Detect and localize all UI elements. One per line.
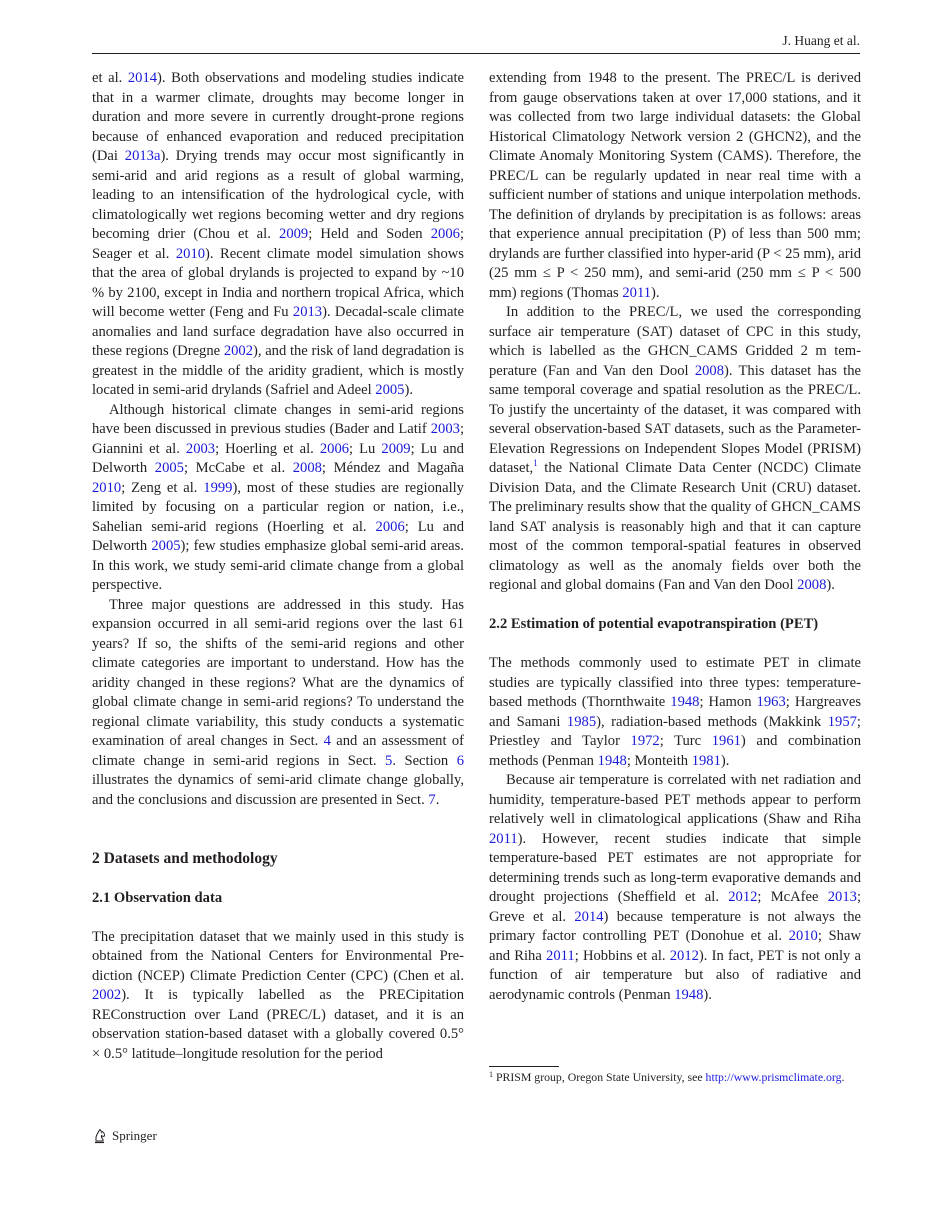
citation-link[interactable]: 1999 <box>203 479 233 496</box>
citation-link[interactable]: 2014 <box>127 70 158 86</box>
paragraph-air-temperature: Because air temperature is correlated with net radiation and humidity, temperature-based PET methods appear to perform relatively well in climatological applications (Shaw and Riha 2011). However, recent studies indicate that simple temperature-based PET estimates are not appropriate for determining trends such as long-term evaporative demands and drought projections (Sheffield et al. 2012; McAfee 2013; Greve et al. 2014) because temperature is not always the primary factor controlling PET (Donohue et al. 2010; Shaw and Riha 2011; Hobbins et al. 2012). In fact, PET is not only a function of air temperature but also of radiative and aerodynamic controls (Penman 1948). <box>489 772 861 1003</box>
subsection-heading: 2.1 Observation data <box>92 889 223 906</box>
citation-link[interactable]: 2008 <box>797 577 827 593</box>
section-link[interactable]: 5 <box>385 752 393 769</box>
citation-link[interactable]: 2003 <box>185 440 216 457</box>
citation-link[interactable]: 2013 <box>827 889 857 905</box>
left-column <box>92 69 464 1064</box>
citation-link[interactable]: 1961 <box>711 733 741 749</box>
citation-link[interactable]: 1957 <box>827 713 857 730</box>
footnote-number: 1 <box>489 1070 493 1079</box>
citation-link[interactable]: 2008 <box>292 460 322 476</box>
citation-link[interactable]: 2002 <box>92 987 122 1003</box>
citation-link[interactable]: 2013a <box>124 148 161 164</box>
citation-link[interactable]: 2009 <box>279 226 309 242</box>
citation-link[interactable]: 2011 <box>622 284 652 301</box>
footnote-rule <box>489 1066 559 1067</box>
paragraph-pet-methods: The methods commonly used to estimate PET in climate studies are typically classified into three types: temperature-based methods (Thornthwaite 1948; Hamon 1963; Hargreaves and Samani 1985), radiation-based methods (Makkink 1957; Priestley and Taylor 1972; Turc 1961) and combination methods (Penman 1948; Monteith 1981). <box>489 655 861 769</box>
citation-link[interactable]: 2005 <box>154 460 184 476</box>
section-link[interactable]: 6 <box>456 752 464 769</box>
section-heading: 2 Datasets and methodology <box>92 850 278 867</box>
citation-link[interactable]: 1948 <box>670 694 700 710</box>
citation-link[interactable]: 2008 <box>694 362 724 379</box>
spacer <box>92 908 464 928</box>
citation-link[interactable]: 2005 <box>151 538 181 554</box>
citation-link[interactable]: 2012 <box>728 889 758 905</box>
paragraph-drought-trends: et al. 2014). Both observations and modeling studies indicate that in a warmer climate, droughts may become longer in duration and more severe in currently drought-prone regions because of enhanced evaporation and reduced precipitation (Dai 2013a). Drying trends may occur most significantly in semi-arid and arid regions as a result of global warming, leading to an intensification of the hydrological cycle, with climatologically wet regions becoming wetter and dry regions becoming drier (Chou et al. 2009; Held and Soden 2006; Seager et al. 2010). Recent climate model simulation shows that the area of global drylands is projected to expand by ~10 % by 2100, except in India and northern tropical Africa, which will become wetter (Feng and Fu 2013). Decadal-scale climate anomalies and land surface degradation have also occurred in these regions (Dregne 2002), and the risk of land degradation is greatest in the middle of the aridity gradient, which is mostly located in semi-arid drylands (Safriel and Adeel 2005). <box>92 70 464 398</box>
citation-link[interactable]: 2003 <box>430 421 460 437</box>
right-column <box>489 69 861 1005</box>
citation-link[interactable]: 2005 <box>375 382 405 398</box>
citation-link[interactable]: 2014 <box>574 908 604 925</box>
footnote-ref-link[interactable]: 1 <box>533 458 538 468</box>
citation-link[interactable]: 1963 <box>756 694 786 710</box>
section-link[interactable]: 4 <box>323 733 331 749</box>
publisher-name: Springer <box>112 1128 157 1143</box>
citation-link[interactable]: 1948 <box>674 986 704 1003</box>
citation-link[interactable]: 2010 <box>175 245 206 262</box>
citation-link[interactable]: 1985 <box>566 713 597 730</box>
header-rule <box>92 53 860 54</box>
spacer <box>489 635 861 655</box>
citation-link[interactable]: 1948 <box>597 752 627 769</box>
paragraph-major-questions: Three major questions are addressed in this study. Has expansion occurred in all semi-arid regions over the last 61 years? If so, the shifts of the semi-arid regions and other climate categories are important to understand. How has the aridity changed in these regions? What are the dynamics of global climate change in semi-arid regions? To understand the regional climate variability, this study conducts a systematic examination of areal changes in Sect. 4 and an assessment of climate change in semi-arid regions in Sect. 5. Section 6 illustrates the dynamics of semi-arid climate change globally, and the conclusions and discussion are presented in Sect. 7. <box>92 596 464 808</box>
citation-link[interactable]: 1972 <box>630 733 660 749</box>
citation-link[interactable]: 2011 <box>489 830 518 847</box>
spacer <box>489 596 861 616</box>
citation-link[interactable]: 2010 <box>92 479 122 496</box>
spacer <box>92 810 464 849</box>
running-head: J. Huang et al. <box>782 33 860 48</box>
section-link[interactable]: 7 <box>428 791 436 808</box>
citation-link[interactable]: 2011 <box>546 947 575 964</box>
citation-link[interactable]: 1981 <box>691 752 721 769</box>
publisher-footer <box>92 1128 157 1144</box>
paragraph-precipitation-dataset: The precipitation dataset that we mainly used in this study is obtained from the National Centers for Environmental Prediction (NCEP) Climate Prediction Center (CPC) (Chen et al. 2002). It is typically labelled as the PRECipitation REConstruction over Land (PREC/L) dataset, and it is an observation station-based dataset with a globally covered 0.5° × 0.5° latitude–longitude resolution for the period <box>92 928 464 1062</box>
citation-link[interactable]: 2009 <box>381 440 411 457</box>
footnote: $^1$ PRISM group, Oregon State University, see http://www.prismclimate.org. <box>489 1070 845 1084</box>
springer-horse-logo-icon <box>92 1128 108 1144</box>
citation-link[interactable]: 2013 <box>292 304 323 320</box>
paragraph-sat-dataset: In addition to the PREC/L, we used the corresponding surface air temperature (SAT) dataset of CPC in this study, which is labelled as the GHCN_CAMS Gridded 2 m temperature (Fan and Van den Dool 2008). This dataset has the same temporal coverage and spatial resolution as the PREC/L. To justify the uncertainty of the dataset, it was compared with several observation-based SAT datasets, such as the Parameter-Elevation Regressions on Independent Slopes Model (PRISM) dataset,$^1$ the National Climate Data Center (NCDC) Climate Division Data, and the Climate Research Unit (CRU) dataset. The preliminary results show that the quality of GHCN_CAMS land SAT analysis is reasonably high and that it can capture most of the common temporal-spatial features in observed climatology as well as the anomaly fields over both the regional and global domains (Fan and Van den Dool 2008). <box>489 304 861 593</box>
citation-link[interactable]: 2006 <box>430 226 460 242</box>
spacer <box>92 869 464 889</box>
footnote-url-link[interactable]: http://www.prismclimate.org <box>705 1070 842 1084</box>
citation-link[interactable]: 2006 <box>375 518 405 535</box>
paragraph-prec-l: extending from 1948 to the present. The PREC/L is derived from gauge observations taken at over 17,000 stations, and it was collected from two large individual datasets: the Global Historical Climatology Network version 2 (GHCN2), and the Climate Anomaly Monitoring System (CAMS). Therefore, the PREC/L can be regularly updated in near real time with a sufficient number of stations and unique interpolation methods. The definition of drylands by precipitation is as follows: areas that experience annual precipitation (P) of less than 500 mm; drylands are further classified into hyper-arid (P < 25 mm), arid (25 mm ≤ P < 250 mm), and semi-arid (250 mm ≤ P < 500 mm) regions (Thomas 2011). <box>489 70 861 301</box>
citation-link[interactable]: 2012 <box>669 947 699 964</box>
citation-link[interactable]: 2010 <box>788 928 818 944</box>
citation-link[interactable]: 2006 <box>319 440 350 457</box>
paragraph-historical-changes: Although historical climate changes in semi-arid regions have been discussed in previous studies (Bader and Latif 2003; Giannini et al. 2003; Hoerling et al. 2006; Lu 2009; Lu and Delworth 2005; McCabe et al. 2008; Méndez and Magaña 2010; Zeng et al. 1999), most of these studies are regionally limited by focusing on a particular region or nation, i.e., Sahelian semi-arid regions (Hoerling et al. 2006; Lu and Delworth 2005); few studies emphasize global semi-arid areas. In this work, we study semi-arid climate change from a global perspective. <box>92 401 464 593</box>
subsection-heading: 2.2 Estimation of potential evapotranspiration (PET) <box>489 616 819 632</box>
citation-link[interactable]: 2002 <box>223 343 253 359</box>
